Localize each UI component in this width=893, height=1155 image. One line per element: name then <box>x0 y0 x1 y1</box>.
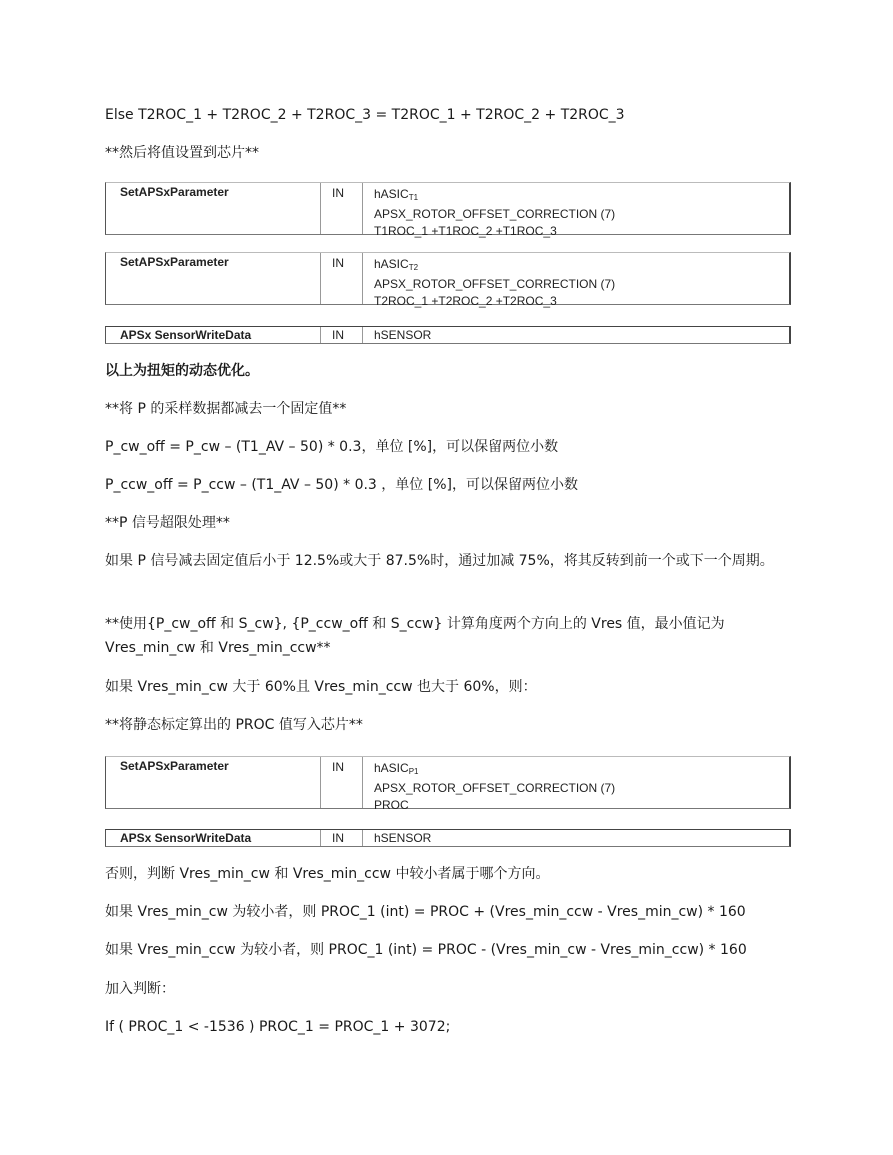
column-divider <box>320 830 321 846</box>
column-divider <box>362 327 363 343</box>
param-values <box>374 256 615 310</box>
function-name: SetAPSxParameter <box>120 255 229 269</box>
column-divider <box>320 183 321 234</box>
column-divider <box>362 183 363 234</box>
paragraph: **使用{P_cw_off 和 S_cw}, {P_ccw_off 和 S_ccw} 计算角度两个方向上的 Vres 值，最小值记为 Vres_min_cw 和 Vres_min_ccw** <box>105 616 725 656</box>
param-id: APSX_ROTOR_OFFSET_CORRECTION (7) <box>374 781 616 795</box>
param-direction: IN <box>332 760 344 774</box>
paragraph: 加入判断： <box>105 981 175 997</box>
param-handle: hASIC <box>374 257 409 271</box>
paragraph: **将 P 的采样数据都减去一个固定值** <box>105 401 347 417</box>
section-heading: 以上为扭矩的动态优化。 <box>105 363 259 379</box>
paragraph: **然后将值设置到芯片** <box>105 145 259 161</box>
column-divider <box>362 757 363 808</box>
param-id: APSX_ROTOR_OFFSET_CORRECTION (7) <box>374 277 616 291</box>
function-name: APSx SensorWriteData <box>120 831 252 845</box>
param-direction: IN <box>332 328 344 342</box>
param-value: T1ROC_1 +T1ROC_2 +T1ROC_3 <box>374 224 557 238</box>
param-handle: hASIC <box>374 187 409 201</box>
api-table <box>105 756 791 812</box>
column-divider <box>362 253 363 304</box>
api-table <box>105 252 791 308</box>
api-table <box>105 182 791 238</box>
param-direction: IN <box>332 186 344 200</box>
column-divider <box>320 253 321 304</box>
paragraph: 如果 P 信号减去固定值后小于 12.5%或大于 87.5%时，通过加减 75%，将其反转到前一个或下一个周期。 <box>105 553 774 569</box>
function-name: SetAPSxParameter <box>120 185 229 199</box>
param-values <box>374 760 615 814</box>
param-value: hSENSOR <box>374 831 432 845</box>
param-handle-subscript: T2 <box>408 263 419 272</box>
param-value: hSENSOR <box>374 328 432 342</box>
paragraph: 如果 Vres_min_cw 为较小者，则 PROC_1 (int) = PROC + (Vres_min_ccw - Vres_min_cw) * 160 <box>105 904 746 920</box>
param-values <box>374 186 615 240</box>
column-divider <box>320 757 321 808</box>
paragraph: P_cw_off = P_cw – (T1_AV – 50) * 0.3，单位 [%]，可以保留两位小数 <box>105 439 559 455</box>
paragraph: **P 信号超限处理** <box>105 515 230 531</box>
param-direction: IN <box>332 831 344 845</box>
api-table <box>105 326 791 344</box>
column-divider <box>362 830 363 846</box>
param-handle: hASIC <box>374 761 409 775</box>
param-value: T2ROC_1 +T2ROC_2 +T2ROC_3 <box>374 294 557 308</box>
function-name: SetAPSxParameter <box>120 759 229 773</box>
paragraph: If ( PROC_1 < -1536 ) PROC_1 = PROC_1 + 3072; <box>105 1019 451 1035</box>
param-direction: IN <box>332 256 344 270</box>
api-table <box>105 829 791 847</box>
param-handle-subscript: P1 <box>408 767 419 776</box>
paragraph: Else T2ROC_1 + T2ROC_2 + T2ROC_3 = T2ROC_1 + T2ROC_2 + T2ROC_3 <box>105 107 625 123</box>
param-handle-subscript: T1 <box>408 193 419 202</box>
param-value: PROC <box>374 798 409 812</box>
paragraph: 否则，判断 Vres_min_cw 和 Vres_min_ccw 中较小者属于哪个方向。 <box>105 866 550 882</box>
paragraph: 如果 Vres_min_ccw 为较小者，则 PROC_1 (int) = PROC - (Vres_min_cw - Vres_min_ccw) * 160 <box>105 942 747 958</box>
function-name: APSx SensorWriteData <box>120 328 252 342</box>
paragraph: P_ccw_off = P_ccw – (T1_AV – 50) * 0.3 ，单位 [%]，可以保留两位小数 <box>105 477 578 493</box>
paragraph: 如果 Vres_min_cw 大于 60%且 Vres_min_ccw 也大于 60%，则： <box>105 679 537 695</box>
param-id: APSX_ROTOR_OFFSET_CORRECTION (7) <box>374 207 616 221</box>
column-divider <box>320 327 321 343</box>
paragraph: **将静态标定算出的 PROC 值写入芯片** <box>105 717 363 733</box>
